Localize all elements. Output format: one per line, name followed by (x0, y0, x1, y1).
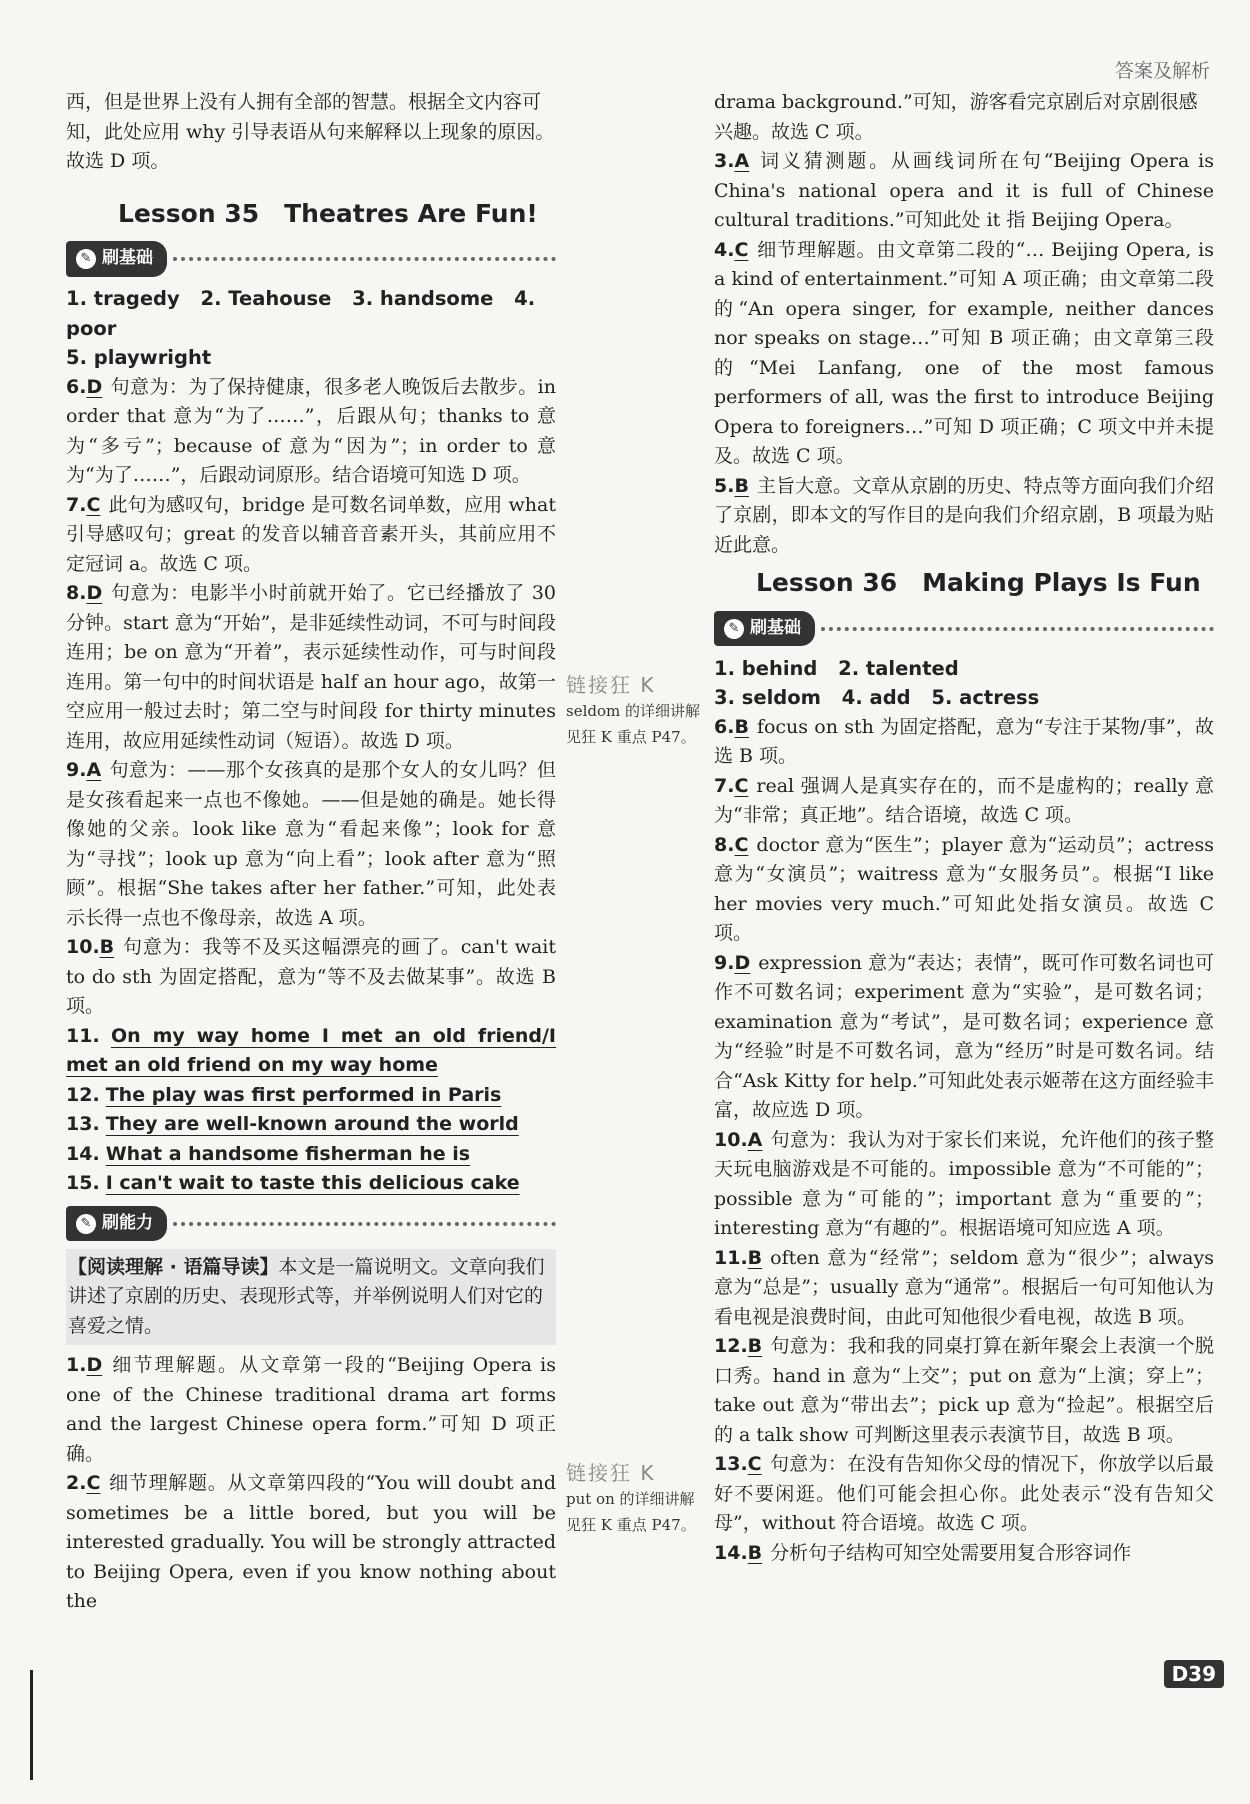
answer-letter: D (86, 1354, 103, 1376)
vocab-line-2 (714, 683, 1214, 713)
answer-letter: B (747, 1246, 763, 1269)
question-number: 13. (714, 1453, 748, 1475)
explanation: 句意为：在没有告知你父母的情况下，你放学以后最好不要闲逛。他们可能会担心你。此处表示“没有告知父母”，without 符合语境。故选 C 项。 (714, 1453, 1214, 1534)
guide-text: 本文是一篇说明文。文章向我们讲述了京剧的历史、表现形式等，并举例说明人们对它的喜爱之情。 (68, 1255, 545, 1337)
question-6 (714, 713, 1214, 772)
explanation: 细节理解题。从文章第一段的“Beijing Opera is one of the Chinese traditional drama art forms and the largest Chinese opera form.”可知 D 项正确。 (66, 1354, 556, 1465)
explanation: 句意为：电影半小时前就开始了。它已经播放了 30 分钟。start 意为“开始”，是非延续性动词，不可与时间段连用；be on 意为“开着”，表示延续性动作，可与时间段连用。第一句中的时间状语是 half an hour ago，故第一空应用一般过去时；第二空与时间段 for thirty minutes 连用，故应用延续性动词（短语）。故选 D 项。 (66, 582, 556, 752)
vocab-answer: 5. actress (931, 686, 1040, 709)
answer-letter: B (734, 474, 749, 497)
question-7 (66, 491, 556, 580)
question-number: 7. (714, 774, 735, 797)
page-header: 答案及解析 (1114, 60, 1210, 82)
answer-letter: A (734, 150, 750, 172)
guide-label: 【阅读理解 · 语篇导读】 (68, 1255, 279, 1278)
explanation: 分析句子结构可知空处需要用复合形容词作 (770, 1541, 1132, 1564)
question-number: 14. (714, 1541, 748, 1564)
reading-1 (66, 1351, 556, 1469)
section-label: 刷基础 (750, 617, 801, 638)
section-badge (66, 241, 167, 277)
binding-edge-line (30, 1670, 33, 1780)
question-12 (714, 1332, 1214, 1450)
question-number: 10. (714, 1128, 748, 1151)
answer-letter: A (747, 1128, 763, 1151)
reading-guide (66, 1249, 556, 1346)
vocab-answer: 5. playwright (66, 346, 212, 369)
section-badge (714, 611, 815, 647)
answer-letter: C (86, 1472, 101, 1494)
question-number: 12. (714, 1335, 748, 1357)
vocab-line-2 (66, 343, 556, 373)
lesson35-title: Lesson 35 Theatres Are Fun! (118, 198, 538, 228)
vocab-answer: 1. tragedy (66, 287, 180, 310)
dotted-divider (173, 1222, 556, 1226)
question-13 (714, 1450, 1214, 1539)
answer-letter: B (734, 715, 749, 738)
question-6 (66, 373, 556, 491)
question-10 (66, 933, 556, 1022)
question-number: 4. (714, 238, 735, 261)
explanation: 此句为感叹句，bridge 是可数名词单数，应用 what 引导感叹句；great 的发音以辅音音素开头，其前应用不定冠词 a。故选 C 项。 (66, 493, 556, 575)
question-9 (66, 756, 556, 933)
written-answer: I can't wait to taste this delicious cake (105, 1172, 520, 1194)
vocab-line-1 (714, 654, 1214, 684)
link-note-puton (566, 1460, 700, 1538)
question-number: 3. (714, 150, 735, 172)
reading-2 (66, 1469, 556, 1617)
vocab-line-1 (66, 284, 556, 343)
right-column (714, 88, 1214, 1568)
question-number: 11. (714, 1246, 748, 1269)
question-number: 7. (66, 493, 87, 516)
question-7 (714, 772, 1214, 831)
pen-icon: ✎ (76, 1214, 96, 1234)
question-number: 9. (66, 759, 87, 781)
explanation: real 强调人是真实存在的，而不是虚构的；really 意为“非常；真正地”。结合语境，故选 C 项。 (714, 774, 1214, 826)
explanation: focus on sth 为固定搭配，意为“专注于某物/事”，故选 B 项。 (714, 715, 1214, 767)
answer-letter: B (747, 1541, 763, 1564)
written-answer: The play was first performed in Paris (105, 1083, 502, 1106)
question-14 (714, 1539, 1214, 1569)
answer-letter: C (734, 238, 749, 261)
explanation: 句意为：为了保持健康，很多老人晚饭后去散步。in order that 意为“为了……”，后跟从句；thanks to 意为“多亏”；because of 意为“因为”；in order to 意为“为了……”，后跟动词原形。结合语境可知选 D 项。 (66, 375, 556, 486)
continued-paragraph: drama background.”可知，游客看完京剧后对京剧很感兴趣。故选 C 项。 (714, 91, 1198, 143)
link-note-text: put on 的详细讲解见狂 K 重点 P47。 (566, 1490, 696, 1534)
answer-letter: D (86, 582, 103, 604)
question-11 (66, 1022, 556, 1081)
left-column (66, 88, 556, 1617)
explanation: 主旨大意。文章从京剧的历史、特点等方面向我们介绍了京剧，即本文的写作目的是向我们介绍京剧，B 项最为贴近此意。 (714, 474, 1214, 556)
pen-icon: ✎ (76, 249, 96, 269)
explanation: 句意为：我认为对于家长们来说，允许他们的孩子整天玩电脑游戏是不可能的。impossible 意为“不可能的”；possible 意为“可能的”；important 意为“重要的”；interesting 意为“有趣的”。根据语境可知应选 A 项。 (714, 1128, 1214, 1239)
question-13 (66, 1110, 556, 1140)
vocab-answer: 3. seldom (714, 686, 821, 709)
section-basic-header (714, 612, 1214, 646)
section-badge (66, 1206, 167, 1242)
question-number: 1. (66, 1354, 87, 1376)
question-10 (714, 1126, 1214, 1244)
answer-letter: C (734, 774, 749, 797)
explanation: 句意为：——那个女孩真的是那个女人的女儿吗？但是女孩看起来一点也不像她。——但是她的确是。她长得像她的父亲。look like 意为“看起来像”；look for 意为“寻找”；look up 意为“向上看”；look after 意为“照顾”。根据“She takes after her father.”可知，此处表示长得一点也不像母亲，故选 A 项。 (66, 759, 556, 929)
section-basic-header (66, 242, 556, 276)
answer-letter: A (86, 759, 102, 781)
reading-5 (714, 472, 1214, 561)
vocab-answer: 4. poor (66, 287, 536, 340)
vocab-answer: 3. handsome (352, 287, 494, 310)
pen-icon: ✎ (724, 619, 744, 639)
explanation: 词义猜测题。从画线词所在句“Beijing Opera is China's national opera and it is full of Chinese cultural traditions.”可知此处 it 指 Beijing Opera。 (714, 150, 1214, 231)
vocab-answer: 2. Teahouse (200, 287, 332, 310)
answer-letter: C (747, 1453, 762, 1475)
question-number: 8. (66, 582, 87, 604)
section-ability-header (66, 1207, 556, 1241)
intro-paragraph: 西，但是世界上没有人拥有全部的智慧。根据全文内容可知，此处应用 why 引导表语从句来解释以上现象的原因。故选 D 项。 (66, 91, 555, 172)
link-note-seldom (566, 672, 700, 750)
explanation: doctor 意为“医生”；player 意为“运动员”；actress 意为“女演员”；waitress 意为“女服务员”。根据“I like her movies very much.”可知此处指女演员。故选 C 项。 (714, 833, 1214, 944)
question-number: 9. (714, 951, 735, 974)
link-note-title: 链接狂 K (566, 1461, 656, 1485)
question-number: 13. (66, 1113, 100, 1135)
question-15 (66, 1169, 556, 1199)
reading-4 (714, 236, 1214, 472)
explanation: 句意为：我和我的同桌打算在新年聚会上表演一个脱口秀。hand in 意为“上交”；put on 意为“上演；穿上”；take out 意为“带出去”；pick up 意为“捡起”。根据空后的 a talk show 可判断这里表示表演节目，故选 B 项。 (714, 1335, 1214, 1446)
question-number: 10. (66, 936, 100, 958)
answer-letter: D (734, 951, 751, 974)
dotted-divider (173, 257, 556, 261)
question-14 (66, 1140, 556, 1170)
vocab-answer: 2. talented (838, 656, 959, 680)
link-note-title: 链接狂 K (566, 673, 656, 697)
question-number: 5. (714, 474, 735, 497)
explanation: 句意为：我等不及买这幅漂亮的画了。can't wait to do sth 为固定搭配，意为“等不及去做某事”。故选 B 项。 (66, 936, 556, 1017)
question-9 (714, 949, 1214, 1126)
question-number: 14. (66, 1142, 100, 1165)
dotted-divider (821, 627, 1214, 631)
question-8 (714, 831, 1214, 949)
section-label: 刷能力 (102, 1212, 153, 1233)
question-11 (714, 1244, 1214, 1333)
question-number: 6. (66, 375, 87, 398)
question-number: 12. (66, 1083, 100, 1106)
explanation: 细节理解题。从文章第四段的“You will doubt and sometimes be a little bored, but you will be interested gradually. You will be strongly attracted to Beijing Opera, even if you know nothing about the (66, 1472, 556, 1612)
written-answer: They are well-known around the world (105, 1113, 519, 1135)
answer-letter: B (99, 936, 115, 958)
reading-3 (714, 147, 1214, 236)
answer-letter: B (747, 1335, 763, 1357)
answer-letter: C (734, 833, 749, 856)
page-number: D39 (1164, 1660, 1224, 1688)
explanation: often 意为“经常”；seldom 意为“很少”；always 意为“总是”；usually 意为“通常”。根据后一句可知他认为看电视是浪费时间，由此可知他很少看电视，故选 B 项。 (714, 1246, 1214, 1328)
explanation: expression 意为“表达；表情”，既可作可数名词也可作不可数名词；experiment 意为“实验”，是可数名词；examination 意为“考试”，是可数名词；experience 意为“经验”时是不可数名词，意为“经历”时是可数名词。结合“Ask Kitty for help.”可知此处表示姬蒂在这方面经验丰富，故应选 D 项。 (714, 951, 1214, 1121)
question-number: 6. (714, 715, 735, 738)
written-answer: What a handsome fisherman he is (105, 1142, 471, 1165)
question-number: 15. (66, 1172, 100, 1194)
written-answer: On my way home I met an old friend/I met an old friend on my way home (66, 1024, 556, 1076)
question-8 (66, 579, 556, 756)
question-number: 11. (66, 1024, 100, 1047)
link-note-text: seldom 的详细讲解见狂 K 重点 P47。 (566, 702, 700, 746)
question-12 (66, 1081, 556, 1111)
answer-letter: D (86, 375, 103, 398)
question-number: 8. (714, 833, 735, 856)
lesson36-title: Lesson 36 Making Plays Is Fun (756, 568, 1201, 597)
vocab-answer: 1. behind (714, 656, 818, 680)
section-label: 刷基础 (102, 248, 153, 269)
explanation: 细节理解题。由文章第二段的“… Beijing Opera, is a kind of entertainment.”可知 A 项正确；由文章第二段的“An opera singer, for example, neither dances nor speaks on stage…”可知 B 项正确；由文章第三段的“Mei Lanfang, one of the most famous performers of all, was the first to introduce Beijing Opera to foreigners…”可知 D 项正确；C 项文中并未提及。故选 C 项。 (714, 238, 1214, 467)
question-number: 2. (66, 1472, 87, 1494)
answer-letter: C (86, 493, 101, 516)
vocab-answer: 4. add (841, 686, 911, 709)
